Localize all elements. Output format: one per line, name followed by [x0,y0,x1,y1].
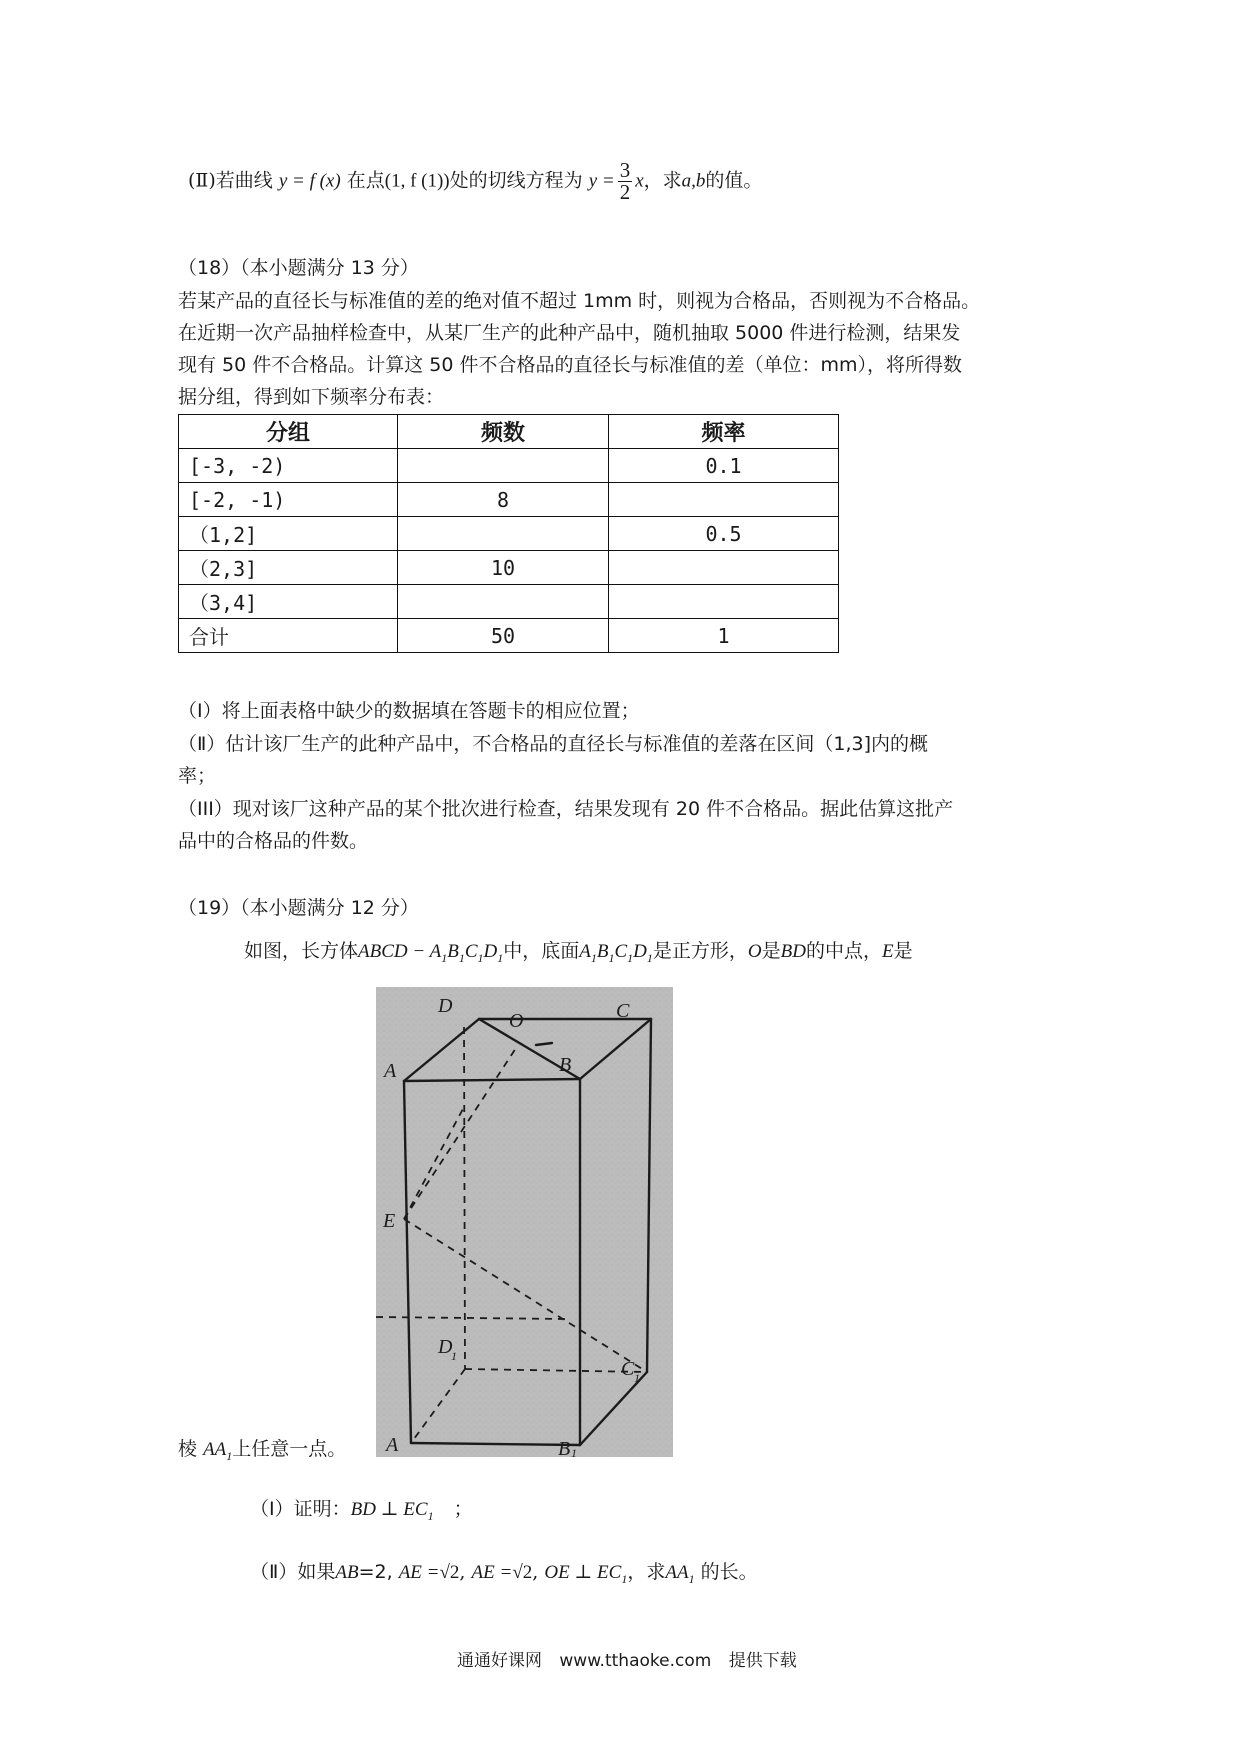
label-d1-sub: 1 [451,1349,457,1363]
q18-para-line-1: 若某产品的直径长与标准值的差的绝对值不超过 1mm 时，则视为合格品，否则视为不合格品。 [178,290,981,312]
table-cell-frequency [609,483,839,517]
footer-url[interactable]: www.tthaoke.com [559,1651,712,1671]
q18-sub-2-line-2: 率； [178,765,217,787]
q17-part2-label: (Ⅱ) [188,169,216,192]
label-o: O [509,1010,524,1032]
q17-frac-num: 3 [619,158,631,182]
label-b1-sub: 1 [571,1446,577,1457]
table-row [179,585,839,619]
q19-intro-f: 是 [893,940,913,962]
q19-edge-prefix: 棱 [178,1438,198,1460]
footer-tail: 提供下载 [728,1651,797,1671]
q19-base-name: $A_1B_1C_1D_1$ [579,941,653,965]
table-cell-group: [-3, -2) [179,449,398,483]
table-cell-group: （3,4] [179,585,398,619]
q17-text-e: 的值。 [705,169,763,192]
q19-part1-line [250,1494,473,1524]
q17-y-eq: y = [588,170,615,192]
prism-figure-svg [376,987,673,1457]
q18-para-line-3: 现有 50 件不合格品。计算这 50 件不合格品的直径长与标准值的差（单位：mm），将所得数 [178,354,963,376]
q17-fraction [618,160,633,203]
frequency-table [178,414,839,653]
page-footer [457,1646,797,1671]
table-header-count: 频数 [398,415,609,449]
q18-sub-3-line-1: （III）现对该厂这种产品的某个批次进行检查，结果发现有 20 件不合格品。据此估算这批产 [178,798,954,820]
q19-part2-line: （Ⅱ）如果AB=2, AE =√2, AE =√2, OE ⊥ $EC_1$，求$AA_1$ 的长。 [250,1561,758,1586]
label-d: D [438,995,453,1017]
table-cell-count: 8 [398,483,609,517]
q19-intro-d: 是 [761,940,781,962]
table-header-frequency: 频率 [609,415,839,449]
q19-edge-suffix: 上任意一点。 [232,1438,347,1460]
q19-part2-ae-2: AE = [471,1562,513,1583]
label-e: E [383,1210,396,1232]
q19-part1-sub: 1 [427,1508,434,1523]
q17-point-expr: (1, f (1)) [384,170,450,192]
q17-part2-line [188,160,762,203]
label-c1: C [621,1358,635,1380]
q17-curve-expr: y = f (x) [278,170,341,192]
label-d1: D [438,1336,453,1358]
q19-part1-tail: ； [453,1498,473,1520]
label-a1: A [386,1434,399,1456]
q19-part1-label: （Ⅰ）证明： [250,1498,351,1520]
q17-text-b: 在点 [346,169,385,192]
q17-x: x [635,170,644,192]
table-cell-group: （1,2] [179,517,398,551]
table-row [179,551,839,585]
q19-part2-end: 的长。 [700,1561,758,1583]
q18-sub-2-line-1: （Ⅱ）估计该厂生产的此种产品中，不合格品的直径长与标准值的差落在区间（1,3]内的概 [178,733,928,755]
prism-figure [376,987,673,1457]
table-row [179,483,839,517]
table-cell-frequency [609,585,839,619]
q19-segment-bd: BD [780,941,806,962]
table-cell-frequency: 0.5 [609,517,839,551]
label-a: A [384,1060,397,1082]
table-cell-group: （2,3] [179,551,398,585]
table-cell-count [398,449,609,483]
q18-heading: （18）（本小题满分 13 分） [178,257,419,279]
q18-sub-1: （Ⅰ）将上面表格中缺少的数据填在答题卡的相应位置； [178,700,640,722]
table-cell-group: [-2, -1) [179,483,398,517]
q19-heading: （19）（本小题满分 12 分） [178,897,419,919]
table-cell-group: 合计 [179,619,398,653]
table-cell-count: 10 [398,551,609,585]
table-cell-count [398,517,609,551]
table-cell-frequency: 0.1 [609,449,839,483]
q19-intro-c: 是正方形， [652,940,748,962]
q19-part2-label: （Ⅱ）如果 [250,1561,336,1583]
q19-part2-ab: AB [335,1562,359,1583]
q17-text-d: ，求 [643,169,682,192]
q19-part2-ae-1: AE = [398,1562,440,1583]
q17-frac-den: 2 [619,180,631,204]
label-c: C [616,1000,630,1022]
label-b: B [559,1054,572,1076]
q19-intro-a: 如图，长方体 [244,940,359,962]
q19-point-o: O [747,941,762,962]
q19-part2-tail: ，求 [627,1561,666,1583]
q19-point-e: E [882,941,894,962]
q19-intro-line [244,936,913,966]
q19-part2-sqrt-2: √2 [512,1562,533,1583]
label-b1: B [558,1438,571,1457]
q19-part2-perp: OE ⊥ $EC_1$ [544,1562,628,1586]
table-header-row [179,415,839,449]
q17-text-a: 若曲线 [215,169,273,192]
q17-ab: a,b [681,170,706,192]
table-cell-count: 50 [398,619,609,653]
table-cell-frequency [609,551,839,585]
table-header-group: 分组 [179,415,398,449]
q19-solid-name: ABCD − $A_1B_1C_1D_1$ [358,941,504,965]
q17-text-c: 处的切线方程为 [449,169,583,192]
q19-part2-aa1: $AA_1$ [665,1562,695,1586]
q19-edge-line [178,1434,346,1464]
q18-sub-3-line-2: 品中的合格品的件数。 [178,830,369,852]
footer-site-name: 通通好课网 [457,1651,542,1671]
q19-part2-val-a: =2, [358,1561,393,1583]
q19-intro-e: 的中点， [806,940,883,962]
q19-part1-expr: BD ⊥ EC [350,1499,428,1520]
table-cell-frequency: 1 [609,619,839,653]
q19-intro-b: 中，底面 [503,940,580,962]
q18-para-line-4: 据分组，得到如下频率分布表： [178,386,445,408]
label-c1-sub: 1 [634,1371,640,1385]
table-row [179,449,839,483]
q19-edge-aa1: $AA_1$ [203,1439,233,1463]
table-row [179,619,839,653]
table-row [179,517,839,551]
table-cell-count [398,585,609,619]
q18-para-line-2: 在近期一次产品抽样检查中，从某厂生产的此种产品中，随机抽取 5000 件进行检测，结果发 [178,322,961,344]
q19-part2-sqrt-1: √2 [439,1562,460,1583]
